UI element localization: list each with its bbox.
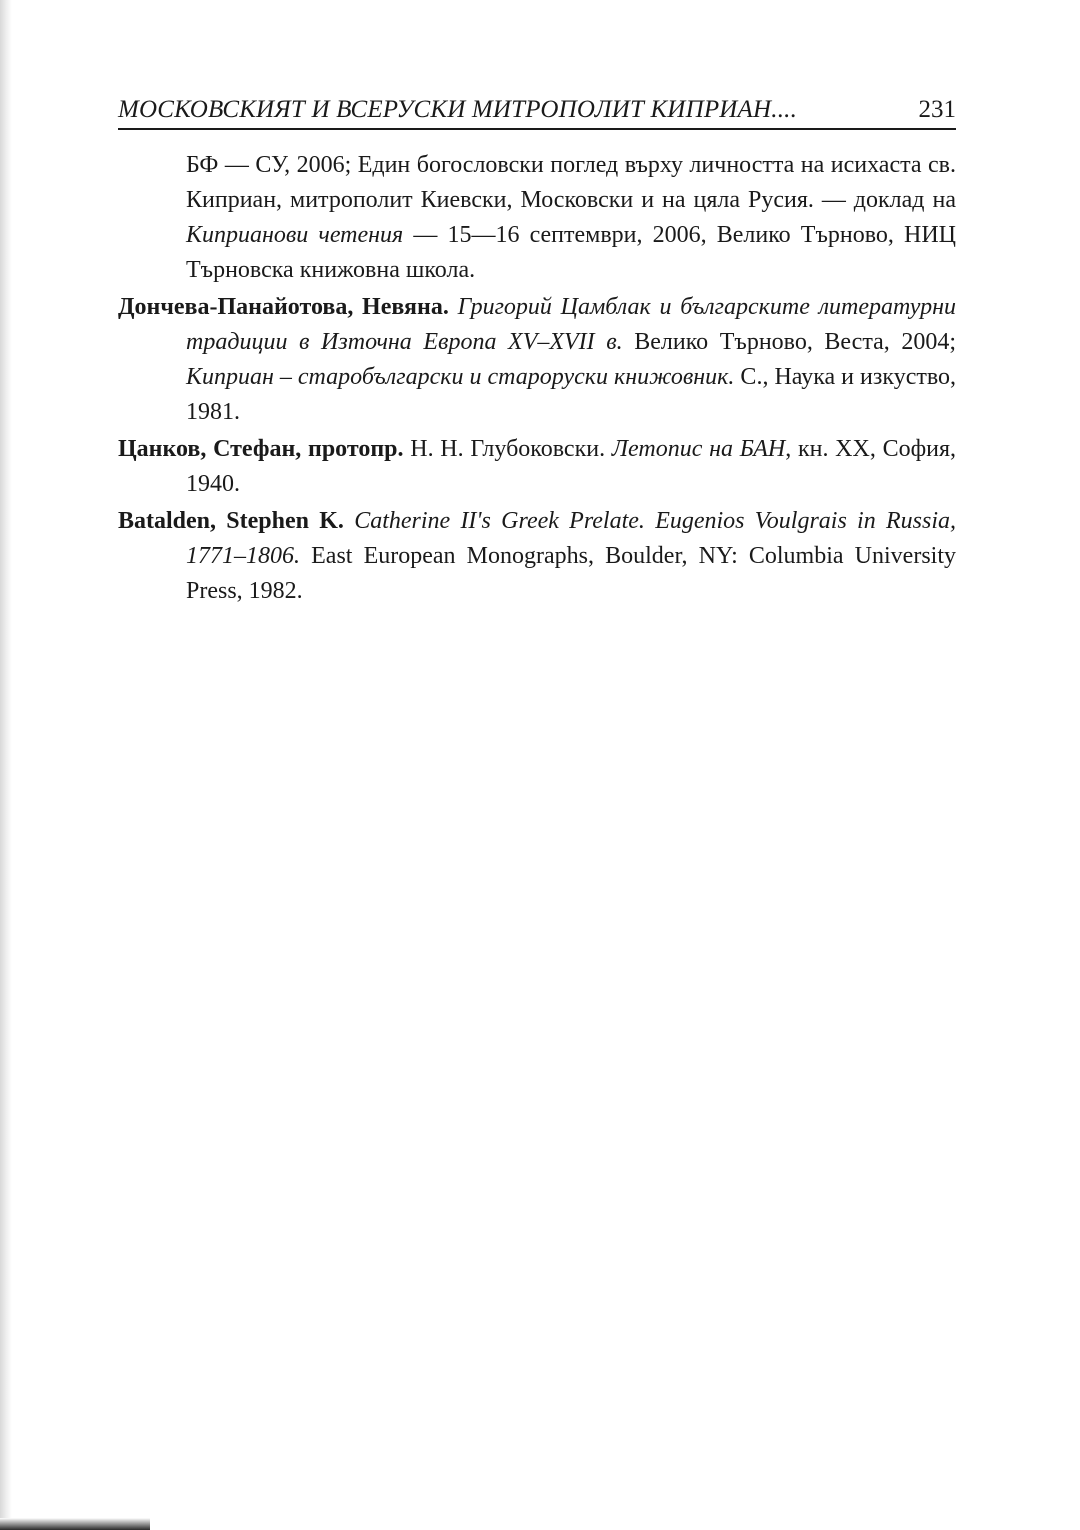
entry-title: Catherine II's Greek Prelate. Eugenios Voulgrais in Russia, 1771–1806. [186, 508, 957, 569]
scan-edge-mark [0, 1518, 150, 1530]
entry-author: Batalden, Stephen K. [118, 508, 344, 534]
bibliography-entry [118, 290, 956, 430]
bibliography-entry [118, 504, 956, 609]
page-number: 231 [918, 96, 956, 123]
entry-title: Летопис на БАН [611, 436, 786, 462]
entry-title: Киприан – старобългарски и староруски книжовник. [186, 364, 735, 390]
bibliography-entry [118, 432, 956, 502]
entry-text: Велико Търново, Веста, 2004; [622, 329, 956, 355]
entry-text: East European Monographs, Boulder, NY: Columbia University Press, 1982. [186, 543, 956, 604]
entry-text: , кн. XX, София, 1940. [186, 436, 957, 497]
running-header-title: МОСКОВСКИЯТ И ВСЕРУСКИ МИТРОПОЛИТ КИПРИАН.... [118, 96, 798, 123]
running-header [118, 90, 956, 130]
page-edge-shadow [0, 0, 12, 1530]
entry-title: Григорий Цамблак и българските литературни традиции в Източна Европа XV–XVII в. [186, 294, 957, 355]
entry-text: БФ — СУ, 2006; Един богословски поглед върху личността на исихаста св. Киприан, митрополит Киевски, Московски и на цяла Русия. — доклад на [186, 152, 956, 213]
entry-text: Н. Н. Глубоковски. [403, 436, 612, 462]
entry-author: Цанков, Стефан, протопр. [118, 436, 404, 462]
entry-author: Дончева-Панайотова, Невяна. [118, 294, 449, 320]
bibliography-list [118, 148, 956, 611]
bibliography-entry-continued [118, 148, 956, 288]
entry-text: — 15—16 септември, 2006, Велико Търново, НИЦ Търновска книжовна школа. [186, 222, 956, 283]
entry-title: Киприанови четения [186, 222, 404, 248]
entry-text: С., Наука и изкуство, 1981. [186, 364, 956, 425]
